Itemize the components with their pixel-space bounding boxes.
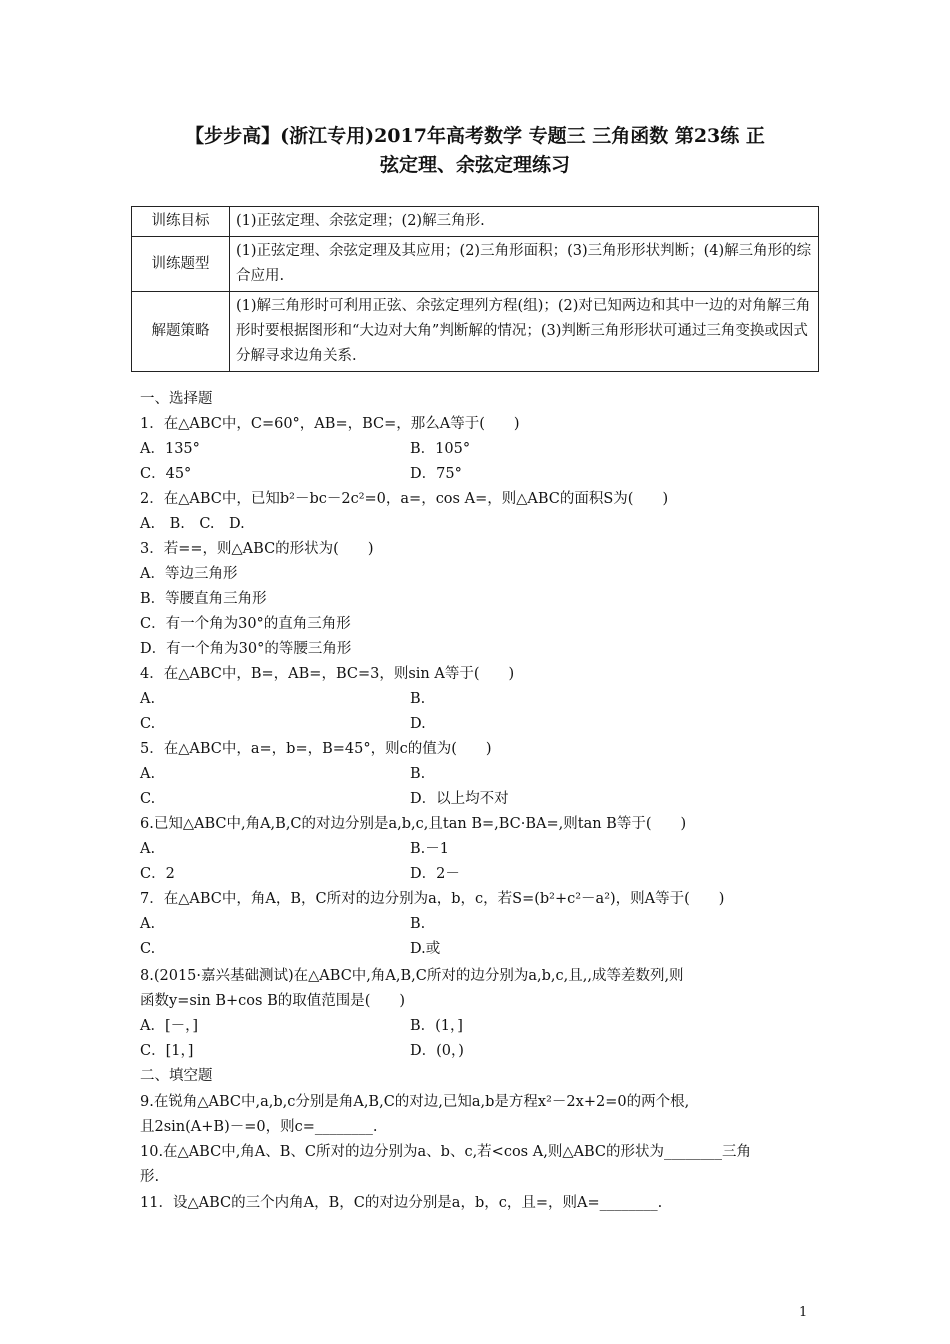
q8-option-d: D．(0，) bbox=[410, 1043, 464, 1059]
q3-option-b: B．等腰直角三角形 bbox=[140, 591, 267, 607]
q1-option-b: B．105° bbox=[410, 441, 471, 457]
q8-option-c: C．[1，] bbox=[140, 1043, 194, 1059]
q6-option-c: C．2 bbox=[140, 866, 175, 882]
q2-options: A. B. C. D. bbox=[140, 516, 245, 532]
q5-option-c: C. bbox=[140, 791, 156, 807]
q4-option-a: A. bbox=[140, 691, 156, 707]
q3-option-a: A．等边三角形 bbox=[140, 566, 238, 582]
q8-option-b: B．(1，] bbox=[410, 1018, 463, 1034]
question-8-stem-line-2: 函数y=sin B+cos B的取值范围是( ) bbox=[140, 993, 406, 1009]
q5-option-d: D．以上均不对 bbox=[410, 791, 509, 807]
training-info-table bbox=[131, 206, 819, 372]
question-9-line-2: 且2sin(A+B)－=0，则c=________. bbox=[140, 1119, 378, 1135]
q1-option-a: A．135° bbox=[140, 441, 200, 457]
q3-option-c: C．有一个角为30°的直角三角形 bbox=[140, 616, 351, 632]
q7-option-b: B. bbox=[410, 916, 426, 932]
q3-option-d: D．有一个角为30°的等腰三角形 bbox=[140, 641, 352, 657]
q6-option-a: A. bbox=[140, 841, 156, 857]
title-line-1: 【步步高】(浙江专用)2017年高考数学 专题三 三角函数 第23练 正 bbox=[185, 125, 765, 147]
q4-option-c: C. bbox=[140, 716, 156, 732]
title-line-2: 弦定理、余弦定理练习 bbox=[379, 154, 570, 176]
question-10-line-1: 10.在△ABC中,角A、B、C所对的边分别为a、b、c,若<cos A,则△ABC的形状为________三角 bbox=[140, 1144, 751, 1160]
table-row bbox=[132, 292, 819, 372]
question-7-stem: 7．在△ABC中，角A，B，C所对的边分别为a，b，c，若S=(b²+c²－a²)，则A等于( ) bbox=[140, 891, 725, 907]
q7-option-a: A. bbox=[140, 916, 156, 932]
q7-option-d: D.或 bbox=[410, 941, 441, 957]
question-1-stem: 1．在△ABC中，C=60°，AB=，BC=，那么A等于( ) bbox=[140, 416, 520, 432]
question-3-stem: 3．若==，则△ABC的形状为( ) bbox=[140, 541, 374, 557]
question-4-stem: 4．在△ABC中，B=，AB=，BC=3，则sin A等于( ) bbox=[140, 666, 515, 682]
row-text: (1)解三角形时可利用正弦、余弦定理列方程(组)；(2)对已知两边和其中一边的对角解三角形时要根据图形和“大边对大角”判断解的情况；(3)判断三角形形状可通过三角变换或因式分解寻求边角关系. bbox=[230, 292, 819, 372]
q8-option-a: A．[－，] bbox=[140, 1018, 199, 1034]
section-heading-fill: 二、填空题 bbox=[140, 1068, 213, 1084]
q6-option-b: B.－1 bbox=[410, 841, 449, 857]
document-title bbox=[100, 122, 850, 180]
q6-option-d: D．2－ bbox=[410, 866, 460, 882]
question-8-stem-line-1: 8.(2015·嘉兴基础测试)在△ABC中,角A,B,C所对的边分别为a,b,c,且,,成等差数列,则 bbox=[140, 968, 684, 984]
q5-option-b: B. bbox=[410, 766, 426, 782]
row-label: 训练题型 bbox=[132, 237, 230, 292]
question-11-stem: 11．设△ABC的三个内角A，B，C的对边分别是a，b，c，且=，则A=________. bbox=[140, 1195, 663, 1211]
page-number: 1 bbox=[799, 1305, 808, 1320]
q4-option-b: B. bbox=[410, 691, 426, 707]
row-label: 解题策略 bbox=[132, 292, 230, 372]
q4-option-d: D. bbox=[410, 716, 426, 732]
section-heading-choice: 一、选择题 bbox=[140, 391, 213, 407]
question-2-stem: 2．在△ABC中，已知b²－bc－2c²=0，a=，cos A=，则△ABC的面积S为( ) bbox=[140, 491, 669, 507]
q1-option-d: D．75° bbox=[410, 466, 462, 482]
question-5-stem: 5．在△ABC中，a=，b=，B=45°，则c的值为( ) bbox=[140, 741, 492, 757]
question-9-line-1: 9.在锐角△ABC中,a,b,c分别是角A,B,C的对边,已知a,b是方程x²－2x+2=0的两个根, bbox=[140, 1094, 690, 1110]
row-text: (1)正弦定理、余弦定理；(2)解三角形. bbox=[230, 207, 819, 237]
question-6-stem: 6.已知△ABC中,角A,B,C的对边分别是a,b,c,且tan B=,BC·BA=,则tan B等于( ) bbox=[140, 816, 687, 832]
table-row bbox=[132, 237, 819, 292]
row-label: 训练目标 bbox=[132, 207, 230, 237]
q7-option-c: C. bbox=[140, 941, 156, 957]
q5-option-a: A. bbox=[140, 766, 156, 782]
q1-option-c: C．45° bbox=[140, 466, 192, 482]
question-10-line-2: 形. bbox=[140, 1169, 160, 1185]
row-text: (1)正弦定理、余弦定理及其应用；(2)三角形面积；(3)三角形形状判断；(4)解三角形的综合应用. bbox=[230, 237, 819, 292]
table-row bbox=[132, 207, 819, 237]
